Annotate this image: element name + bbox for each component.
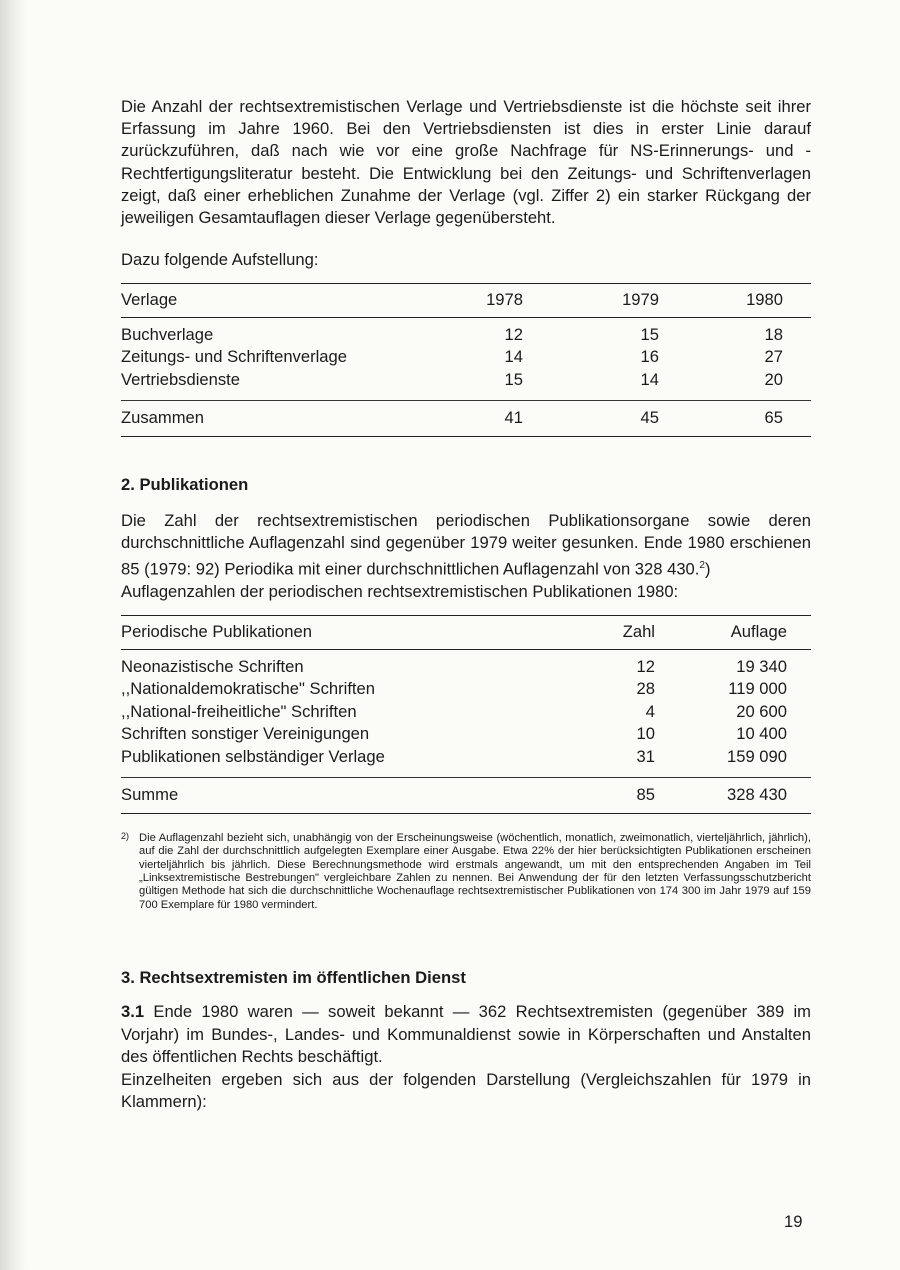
footnote-marker: 2) bbox=[121, 830, 130, 841]
row-label: Vertriebsdienste bbox=[121, 369, 240, 389]
row-label: Publikationen selbständiger Verlage bbox=[121, 746, 385, 766]
footnote-reference: 2 bbox=[699, 559, 705, 571]
intro-paragraph: Die Anzahl der rechtsextremistischen Verlage und Vertriebsdienste ist die höchste seit ihrer Erfassung im Jahre 1960. Bei den Vertriebsdiensten ist dies in erster Linie darauf zurückzuführen, daß nach wie vor eine große Nachfrage für NS-Erinnerungs- und -Rechtfertigungsliteratur besteht. Die Entwicklung bei den Zeitungs- und Schriftenverlagen zeigt, daß einer erheblichen Zunahme der Verlage (vgl. Ziffer 2) ein starker Rückgang der jeweiligen Gesamtauflagen dieser Verlage gegenübersteht. bbox=[121, 97, 811, 228]
row-label: ,,Nationaldemokratische" Schriften bbox=[121, 679, 375, 699]
col-header-auflage: Auflage bbox=[730, 622, 787, 642]
total-1980: 65 bbox=[764, 408, 783, 428]
cell-zahl: 31 bbox=[636, 746, 655, 766]
row-label: Neonazistische Schriften bbox=[121, 656, 304, 676]
col-header-1978: 1978 bbox=[486, 290, 523, 310]
public-service-details: Einzelheiten ergeben sich aus der folgenden Darstellung (Vergleichszahlen für 1979 in Klammern): bbox=[121, 1069, 811, 1112]
document-page bbox=[121, 96, 811, 1114]
cell-1980: 18 bbox=[764, 324, 783, 344]
subsection-number: 3.1 bbox=[121, 1002, 145, 1022]
cell-auflage: 19 340 bbox=[736, 656, 787, 676]
row-label: Buchverlage bbox=[121, 324, 214, 344]
page-edge-shadow bbox=[0, 0, 26, 1270]
table-header-row bbox=[121, 616, 811, 650]
footnote bbox=[121, 832, 811, 912]
cell-1980: 20 bbox=[764, 369, 783, 389]
circulation-table bbox=[121, 615, 811, 814]
col-header-verlage: Verlage bbox=[121, 290, 178, 310]
table-row bbox=[121, 723, 811, 746]
footnote-text: Die Auflagenzahl bezieht sich, unabhängig von der Erscheinungsweise (wöchentlich, monatlich, zweimonatlich, vierteljährlich, jährlich), auf die Zahl der durchschnittlich aufgelegten Exemplare einer Ausgabe. Etwa 22% der hier berücksichtigten Publikationen erscheinen vierteljährlich bis jährlich. Diese Berechnungsmethode wird erstmals angewandt, um mit den entsprechenden Angaben im Teil „Linksextremistische Bestrebungen" vergleichbare Zahlen zu nennen. Bei Anwendung der für den letzten Verfassungsschutzbericht gültigen Methode hat sich die durchschnittliche Wochenauflage rechtsextremistischer Publikationen von 174 300 im Jahr 1979 auf 159 700 Exemplare für 1980 vermindert. bbox=[139, 831, 811, 911]
cell-1979: 16 bbox=[640, 347, 659, 367]
row-label: Zeitungs- und Schriftenverlage bbox=[121, 347, 347, 367]
table-total-row bbox=[121, 778, 811, 814]
page-number: 19 bbox=[784, 1212, 803, 1231]
cell-1978: 15 bbox=[504, 369, 523, 389]
table-row bbox=[121, 317, 811, 346]
total-1979: 45 bbox=[640, 408, 659, 428]
table-total-row bbox=[121, 401, 811, 437]
total-zahl: 85 bbox=[636, 785, 655, 805]
cell-1978: 12 bbox=[504, 324, 523, 344]
footnote-reference-close: ) bbox=[704, 559, 711, 579]
table-header-row bbox=[121, 284, 811, 318]
col-header-1980: 1980 bbox=[746, 290, 783, 310]
circulation-table-caption: Auflagenzahlen der periodischen rechtsextremistischen Publikationen 1980: bbox=[121, 581, 679, 601]
public-service-text: Ende 1980 waren — soweit bekannt — 362 Rechtsextremisten (gegenüber 389 im Vorjahr) im Bundes-, Landes- und Kommunaldienst sowie in Körperschaften und Anstalten des öffentlichen Rechts beschäftigt. bbox=[121, 1002, 811, 1067]
table-row bbox=[121, 678, 811, 701]
row-label: ,,National-freiheitliche" Schriften bbox=[121, 701, 357, 721]
section-heading-publications: 2. Publikationen bbox=[121, 474, 249, 494]
table-row bbox=[121, 369, 811, 401]
total-label: Summe bbox=[121, 785, 179, 805]
publishers-table bbox=[121, 283, 811, 437]
cell-1980: 27 bbox=[764, 347, 783, 367]
cell-1979: 15 bbox=[640, 324, 659, 344]
cell-1979: 14 bbox=[640, 369, 659, 389]
total-label: Zusammen bbox=[121, 408, 204, 428]
table-lead-text: Dazu folgende Aufstellung: bbox=[121, 250, 319, 270]
section-heading-public-service: 3. Rechtsextremisten im öffentlichen Dienst bbox=[121, 968, 466, 988]
row-label: Schriften sonstiger Vereinigungen bbox=[121, 724, 370, 744]
cell-zahl: 28 bbox=[636, 679, 655, 699]
cell-auflage: 159 090 bbox=[727, 746, 787, 766]
cell-zahl: 4 bbox=[645, 701, 655, 721]
table-row bbox=[121, 649, 811, 678]
cell-auflage: 10 400 bbox=[736, 724, 787, 744]
cell-auflage: 119 000 bbox=[728, 679, 787, 699]
cell-zahl: 12 bbox=[636, 656, 655, 676]
cell-auflage: 20 600 bbox=[736, 701, 787, 721]
publications-paragraph bbox=[121, 510, 811, 581]
col-header-zahl: Zahl bbox=[622, 622, 655, 642]
table-row bbox=[121, 701, 811, 724]
col-header-publications: Periodische Publikationen bbox=[121, 622, 312, 642]
table-row bbox=[121, 346, 811, 369]
cell-zahl: 10 bbox=[636, 724, 655, 744]
total-1978: 41 bbox=[504, 408, 523, 428]
col-header-1979: 1979 bbox=[622, 290, 659, 310]
publications-paragraph-text: Die Zahl der rechtsextremistischen periodischen Publikationsorgane sowie deren durchschnittliche Auflagenzahl sind gegenüber 1979 weiter gesunken. Ende 1980 erschienen 85 (1979: 92) Periodika mit einer durchschnittlichen Auflagenzahl von 328 430. bbox=[121, 510, 811, 579]
public-service-paragraph bbox=[121, 1001, 811, 1069]
total-auflage: 328 430 bbox=[727, 785, 787, 805]
cell-1978: 14 bbox=[504, 347, 523, 367]
table-row bbox=[121, 746, 811, 778]
